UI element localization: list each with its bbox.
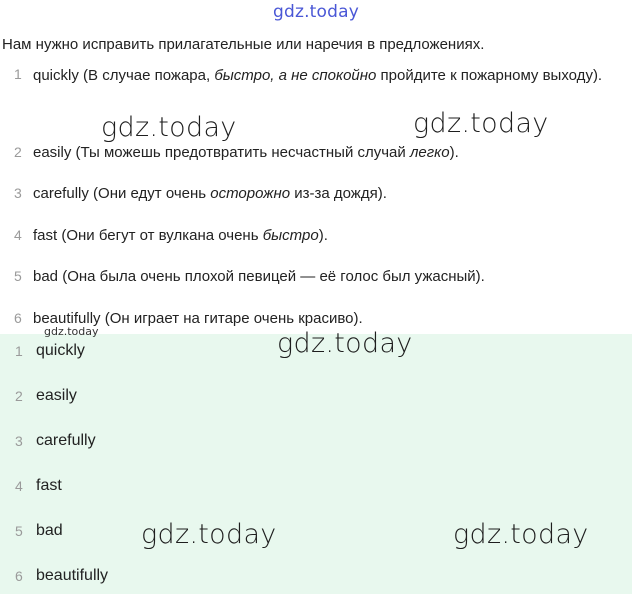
answer-word: fast xyxy=(36,477,62,494)
item-number: 3 xyxy=(14,185,22,201)
answer-translation: (Ты можешь предотвратить несчастный случай xyxy=(71,144,410,161)
answer-translation: (Она была очень плохой певицей — её голос был ужасный). xyxy=(58,268,485,285)
answer-word: quickly xyxy=(36,342,85,359)
watermark: gdz.today xyxy=(413,108,549,139)
answer-emphasis: быстро xyxy=(262,227,319,244)
watermark: gdz.today xyxy=(141,519,277,550)
answer-text xyxy=(33,308,618,329)
item-number: 6 xyxy=(15,568,23,584)
item-number: 4 xyxy=(15,478,23,494)
task-intro: Нам нужно исправить прилагательные или наречия в предложениях. xyxy=(2,36,485,53)
watermark: gdz.today xyxy=(453,519,589,550)
answer-word: bad xyxy=(33,268,59,285)
answer-emphasis: легко xyxy=(409,144,450,161)
item-number: 5 xyxy=(15,523,23,539)
item-number: 2 xyxy=(15,388,23,404)
item-number: 6 xyxy=(14,310,22,326)
answer-word: carefully xyxy=(36,432,96,449)
header-watermark: gdz.today xyxy=(272,2,360,22)
answer-word: easily xyxy=(33,144,72,161)
answer-word: fast xyxy=(33,227,58,244)
small-watermark: gdz.today xyxy=(44,325,99,338)
answer-translation: (Они едут очень xyxy=(88,185,211,202)
answer-translation: (Они бегут от вулкана очень xyxy=(57,227,263,244)
answer-word: carefully xyxy=(33,185,89,202)
answer-translation-end: ). xyxy=(318,227,328,244)
answer-text xyxy=(33,266,618,287)
answer-text xyxy=(33,58,618,94)
answer-translation-end: ). xyxy=(449,144,459,161)
answer-emphasis: осторожно xyxy=(210,185,291,202)
short-answer-panel xyxy=(0,334,632,594)
item-number: 2 xyxy=(14,144,22,160)
item-number: 4 xyxy=(14,227,22,243)
item-number: 1 xyxy=(14,66,22,82)
item-number: 3 xyxy=(15,433,23,449)
answer-translation: (В случае пожара, xyxy=(78,67,215,84)
answer-word: beautifully xyxy=(33,310,101,327)
watermark: gdz.today xyxy=(277,328,413,359)
answer-word: quickly xyxy=(33,67,79,84)
answer-word: bad xyxy=(36,522,63,539)
answer-emphasis: быстро, а не спокойно xyxy=(214,67,377,84)
answer-translation-end: пройдите к пожарному выходу). xyxy=(376,67,603,84)
answer-text xyxy=(33,142,618,163)
answer-translation: (Он играет на гитаре очень красиво). xyxy=(100,310,363,327)
item-number: 5 xyxy=(14,268,22,284)
answer-word: easily xyxy=(36,387,77,404)
item-number: 1 xyxy=(15,343,23,359)
answer-translation-end: из-за дождя). xyxy=(290,185,387,202)
answer-text xyxy=(33,183,618,204)
answer-word: beautifully xyxy=(36,567,109,584)
watermark: gdz.today xyxy=(101,112,237,143)
answer-text xyxy=(33,225,618,246)
